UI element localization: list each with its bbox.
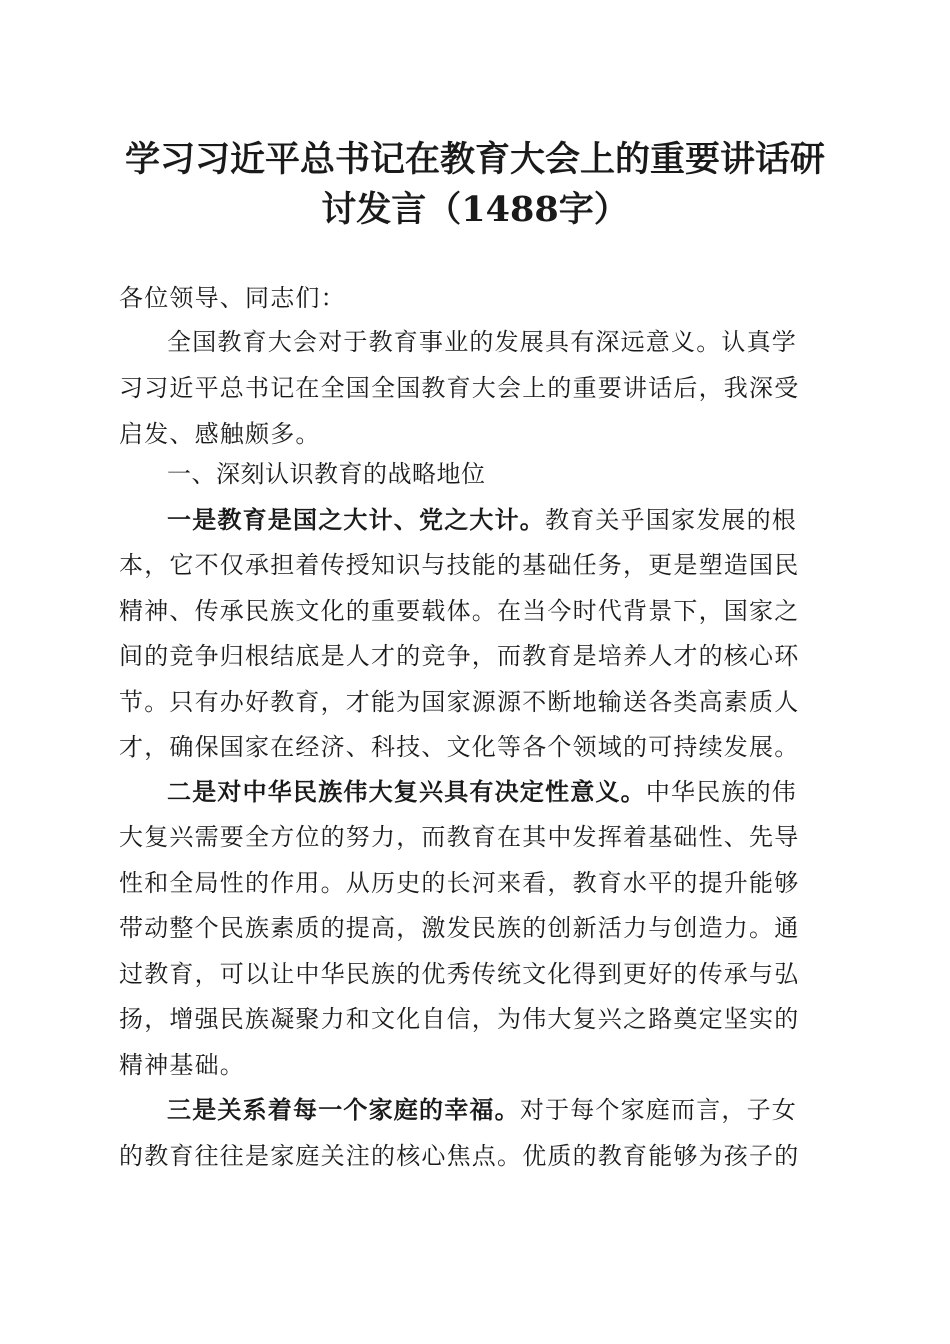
point-3-line-1 [167, 1088, 797, 1132]
point-3-line-1-rest: 对于每个家庭而言，子女 [519, 1096, 798, 1124]
section-heading-1: 一、深刻认识教育的战略地位 [167, 460, 486, 488]
point-1-line-6: 才，确保国家在经济、科技、文化等各个领域的可持续发展。 [119, 733, 800, 761]
point-2-line-1-rest: 中华民族的伟 [645, 778, 798, 806]
intro-line-2: 习习近平总书记在全国全国教育大会上的重要讲话后，我深受 [119, 374, 800, 402]
point-1-line-3: 精神、传承民族文化的重要载体。在当今时代背景下，国家之 [119, 597, 800, 625]
point-1-line-4: 间的竞争归根结底是人才的竞争，而教育是培养人才的核心环 [119, 642, 800, 670]
point-2-lead: 二是对中华民族伟大复兴具有决定性意义。 [167, 777, 646, 806]
point-1-line-1-rest: 教育关乎国家发展的根 [545, 506, 797, 534]
point-2-line-6: 扬，增强民族凝聚力和文化自信，为伟大复兴之路奠定坚实的 [119, 1005, 800, 1033]
salutation: 各位领导、同志们： [119, 284, 346, 312]
point-2-line-3: 性和全局性的作用。从历史的长河来看，教育水平的提升能够 [119, 869, 800, 897]
point-1-lead: 一是教育是国之大计、党之大计。 [167, 505, 545, 534]
point-1-line-5: 节。只有办好教育，才能为国家源源不断地输送各类高素质人 [119, 688, 800, 716]
document-title-line-2: 讨发言（1488字） [321, 189, 629, 230]
document-title-line-1: 学习习近平总书记在教育大会上的重要讲话研 [124, 139, 825, 180]
point-1-line-2: 本，它不仅承担着传授知识与技能的基础任务，更是塑造国民 [119, 551, 800, 579]
intro-line-1: 全国教育大会对于教育事业的发展具有深远意义。认真学 [167, 328, 797, 356]
point-3-lead: 三是关系着每一个家庭的幸福。 [167, 1095, 520, 1124]
point-2-line-4: 带动整个民族素质的提高，激发民族的创新活力与创造力。通 [119, 914, 800, 942]
point-2-line-7: 精神基础。 [119, 1051, 245, 1079]
point-2-line-2: 大复兴需要全方位的努力，而教育在其中发挥着基础性、先导 [119, 823, 800, 851]
intro-line-3: 启发、感触颇多。 [119, 420, 321, 448]
point-1-line-1 [167, 498, 797, 542]
point-2-line-5: 过教育，可以让中华民族的优秀传统文化得到更好的传承与弘 [119, 960, 800, 988]
point-2-line-1 [167, 770, 797, 814]
point-3-line-2: 的教育往往是家庭关注的核心焦点。优质的教育能够为孩子的 [119, 1142, 800, 1170]
